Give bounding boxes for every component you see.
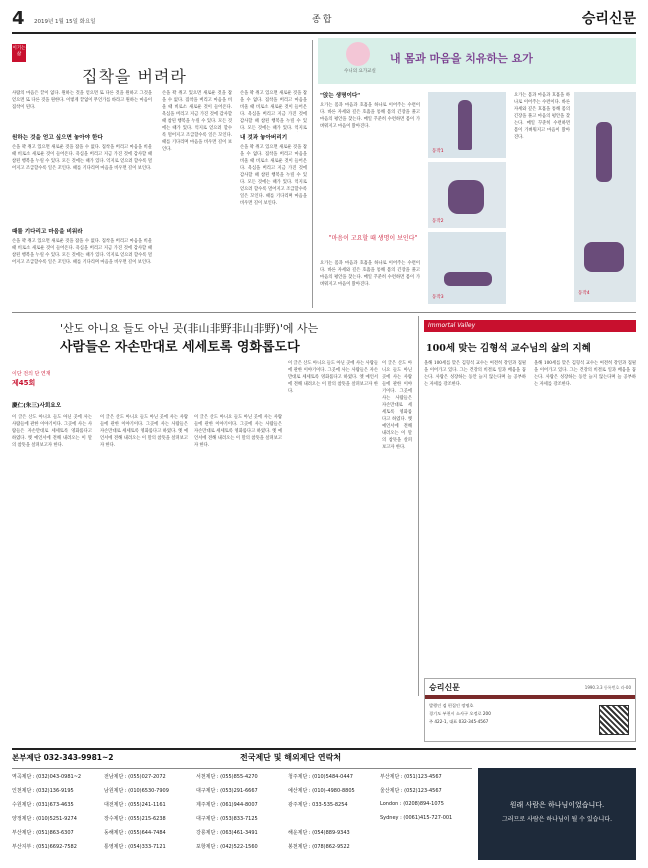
- yoga-caption-3: 동작3: [432, 295, 444, 300]
- info-qr: [599, 705, 629, 735]
- column-body-5: 손을 꽉 쥐고 있으면 새로운 것을 잡을 수 없다. 집착을 버리고 마음을 비울 때 비로소 새로운 것이 들어온다. 욕심을 버리고 지금 가진 것에 감사할 때 참된 행복을 누릴 수 있다. 모든 것에는 때가 있다. 억지로 얻으려 할수록 멀어지고 조급할수록 일은 꼬인다. 때를 기다리며 마음을 비우면 길이 보인다.: [240, 145, 307, 206]
- yoga-photo-1: [428, 92, 506, 158]
- sidebar-title: 100세 맞는 김형석 교수님의 삶의 지혜: [426, 343, 591, 354]
- column-badge: [12, 44, 26, 62]
- yoga-article: [318, 38, 636, 308]
- page-number: 4: [12, 8, 25, 29]
- sidebar-article: [424, 316, 636, 676]
- contact-entry: 울산제단 : (052)123-4567: [380, 788, 442, 794]
- contact-entry: 수원제단 : (031)673-4635: [12, 802, 74, 808]
- feature-body-4: 이 글은 산도 아니요 들도 아닌 곳에 사는 사람들에 관한 이야기이다. 그곳에 사는 사람들은 자손만대로 세세토록 영화롭다고 하였다. 옛 예언서에 전해 내려오는 이 말의 참뜻을 살펴보고자 한다.: [288, 361, 378, 394]
- contact-entry: 강릉제단 : (063)461-3491: [196, 830, 258, 836]
- section-name: 종합: [312, 15, 334, 25]
- feature-headline-2: 사람들은 자손만대로 세세토록 영화롭도다: [60, 340, 300, 355]
- info-box: [424, 678, 636, 742]
- column-body-1: 손을 꽉 쥐고 있으면 새로운 것을 잡을 수 없다. 집착을 버리고 마음을 비울 때 비로소 새로운 것이 들어온다. 욕심을 버리고 지금 가진 것에 감사할 때 참된 행복을 누릴 수 있다. 모든 것에는 때가 있다. 억지로 얻으려 할수록 멀어지고 조급할수록 일은 꼬인다. 때를 기다리며 마음을 비우면 길이 보인다.: [12, 145, 152, 171]
- info-line-3: 주 422-1, 대표 032-345-4567: [429, 719, 489, 724]
- contact-entry: 전남제단 : (055)027-2072: [104, 774, 166, 780]
- yoga-body-1: 요가는 몸과 마음과 호흡을 하나로 이어주는 수련이다. 바른 자세와 깊은 호흡을 통해 몸의 긴장을 풀고 마음의 평안을 찾는다. 매일 꾸준히 수련하면 몸이 가벼워지고 마음이 맑아진다.: [320, 103, 420, 129]
- sidebar-body-2: 올해 100세를 맞은 김형석 교수는 여전히 강연과 집필을 이어가고 있다. 그는 건강의 비결로 일과 배움을 꼽는다. 사람은 성장하는 동안 늙지 않는다며 늘 공부하는 자세를 강조한다.: [534, 361, 636, 387]
- issue-date: 2019년 1월 15일 화요일: [34, 19, 96, 25]
- contact-entry: London : (0208)894-1075: [380, 801, 444, 807]
- column-title: 집착을 버려라: [82, 67, 187, 86]
- motto-line-2: 그러므로 사람은 하나님이 될 수 있습니다.: [502, 816, 612, 823]
- column-badge-label: 이기는 삶: [12, 46, 26, 57]
- feature-series-no: 제45회: [12, 379, 36, 387]
- feature-series: 이단 전의 단 연재: [12, 371, 51, 377]
- info-title: 승리신문: [429, 683, 460, 692]
- yoga-photo-2: [428, 162, 506, 228]
- yoga-figure-4: [596, 122, 612, 182]
- contact-entry: 예산제단 : (010)-4980-8805: [288, 788, 355, 794]
- contact-entry: 부산제단 : (051)863-6307: [12, 830, 74, 836]
- contact-entry: 통영제단 : (054)333-7121: [104, 844, 166, 850]
- info-reg: 1990.3.3 등록번호 라-00: [584, 685, 631, 690]
- feature-divider: [418, 316, 419, 696]
- contact-entry: Sydney : (0061)415-727-001: [380, 815, 453, 821]
- column-body-3: 손을 꽉 쥐고 있으면 새로운 것을 잡을 수 없다. 집착을 버리고 마음을 비울 때 비로소 새로운 것이 들어온다. 욕심을 버리고 지금 가진 것에 감사할 때 참된 행복을 누릴 수 있다. 모든 것에는 때가 있다. 억지로 얻으려 할수록 멀어지고 조급할수록 일은 꼬인다. 때를 기다리며 마음을 비우면 길이 보인다.: [162, 91, 232, 152]
- masthead-rule: [12, 32, 636, 34]
- contact-entry: 양정제단 : (010)5251-9274: [12, 816, 77, 822]
- column-subhead-1: 원하는 것을 얻고 싶으면 놓아야 한다: [12, 135, 103, 141]
- motto-box: [478, 768, 636, 860]
- contact-entry: 청주제단 : (010)5484-0447: [288, 774, 353, 780]
- contact-entry: 서천제단 : (055)855-4270: [196, 774, 258, 780]
- contact-entry: 인천제단 : (032)136-9195: [12, 788, 74, 794]
- yoga-figure-2: [448, 180, 484, 214]
- feature-body-1: 이 글은 산도 아니요 들도 아닌 곳에 사는 사람들에 관한 이야기이다. 그곳에 사는 사람들은 자손만대로 세세토록 영화롭다고 하였다. 옛 예언서에 전해 내려오는 이 말의 참뜻을 살펴보고자 한다.: [12, 415, 92, 448]
- contact-entry: 대구제단 : (053)833-7125: [196, 816, 258, 822]
- contact-entry: 남원제단 : (010)6530-7909: [104, 788, 169, 794]
- column-divider: [312, 40, 313, 308]
- column-subhead-3: 내 것과 놓아버리기: [240, 135, 288, 141]
- feature-body-5: 이 글은 산도 아니요 들도 아닌 곳에 사는 사람들에 관한 이야기이다. 그곳에 사는 사람들은 자손만대로 세세토록 영화롭다고 하였다. 옛 예언서에 전해 내려오는 이 말의 참뜻을 살펴보고자 한다.: [382, 361, 412, 450]
- yoga-figure-1: [458, 100, 472, 150]
- feature-headline-1: '산도 아니요 들도 아닌 곳(非山非野非山非野)'에 사는: [60, 322, 319, 335]
- feature-byline: 慶仁(朱三)사회요오: [12, 403, 62, 409]
- sidebar-body-1: 올해 100세를 맞은 김형석 교수는 여전히 강연과 집필을 이어가고 있다. 그는 건강의 비결로 일과 배움을 꼽는다. 사람은 성장하는 동안 늙지 않는다며 늘 공부하는 자세를 강조한다.: [424, 361, 526, 387]
- column-lead: 사람의 마음은 끝이 없다. 원하는 것을 얻으면 또 다른 것을 원하고 그것을 얻으면 또 다른 것을 원한다. 이렇게 끝없이 무언가를 바라고 원하는 마음이 집착이 된다.: [12, 91, 152, 110]
- feature-body-2: 이 글은 산도 아니요 들도 아닌 곳에 사는 사람들에 관한 이야기이다. 그곳에 사는 사람들은 자손만대로 세세토록 영화롭다고 하였다. 옛 예언서에 전해 내려오는 이 말의 참뜻을 살펴보고자 한다.: [100, 415, 188, 448]
- yoga-kicker: 수니의 요가교실: [344, 69, 376, 74]
- contacts-table: [12, 768, 472, 860]
- contact-entry: 동해제단 : (055)644-7484: [104, 830, 166, 836]
- yoga-logo-circle: [346, 42, 370, 66]
- contact-entry: 제주제단 : (061)944-8007: [196, 802, 258, 808]
- yoga-caption-2: 동작2: [432, 219, 444, 224]
- contacts-title: 전국제단 및 해외제단 연락처: [240, 753, 342, 762]
- mid-rule: [12, 312, 636, 313]
- info-line-1: 발행인 겸 편집인 정명호: [429, 703, 474, 708]
- info-line-2: 경기도 부천시 소사구 오정로 200: [429, 711, 491, 716]
- yoga-title: 내 몸과 마음을 치유하는 요가: [390, 52, 533, 65]
- yoga-body-3: 요가는 몸과 마음과 호흡을 하나로 이어주는 수련이다. 바른 자세와 깊은 호흡을 통해 몸의 긴장을 풀고 마음의 평안을 찾는다. 매일 꾸준히 수련하면 몸이 가벼워지고 마음이 맑아진다.: [514, 93, 570, 140]
- contact-entry: 부산제단 : (051)123-4567: [380, 774, 442, 780]
- yoga-quote: "마음이 고요할 때 생명이 보인다": [328, 235, 418, 242]
- contacts-hq: 본부제단 032-343-9981~2: [12, 753, 114, 762]
- contact-entry: 광주제단 : 033-535-8254: [288, 802, 348, 808]
- yoga-caption-4: 동작4: [578, 291, 590, 296]
- contact-entry: 포항제단 : (042)522-1560: [196, 844, 258, 850]
- motto-line-1: 원래 사람은 하나님이었습니다.: [509, 801, 605, 809]
- yoga-body-2: 요가는 몸과 마음과 호흡을 하나로 이어주는 수련이다. 바른 자세와 깊은 호흡을 통해 몸의 긴장을 풀고 마음의 평안을 찾는다. 매일 꾸준히 수련하면 몸이 가벼워지고 마음이 맑아진다.: [320, 261, 420, 287]
- yoga-photo-4: [574, 92, 636, 302]
- masthead: [12, 8, 636, 34]
- contact-entry: 해운제단 : (054)889-9343: [288, 830, 350, 836]
- feature-body-3: 이 글은 산도 아니요 들도 아닌 곳에 사는 사람들에 관한 이야기이다. 그곳에 사는 사람들은 자손만대로 세세토록 영화롭다고 하였다. 옛 예언서에 전해 내려오는 이 말의 참뜻을 살펴보고자 한다.: [194, 415, 282, 448]
- column-body-2: 손을 꽉 쥐고 있으면 새로운 것을 잡을 수 없다. 집착을 버리고 마음을 비울 때 비로소 새로운 것이 들어온다. 욕심을 버리고 지금 가진 것에 감사할 때 참된 행복을 누릴 수 있다. 모든 것에는 때가 있다. 억지로 얻으려 할수록 멀어지고 조급할수록 일은 꼬인다. 때를 기다리며 마음을 비우면 길이 보인다.: [12, 239, 152, 265]
- contacts-rule: [12, 748, 636, 750]
- contact-entry: 역곡제단 : (032)043-0981~2: [12, 774, 82, 780]
- contact-entry: 장수제단 : (055)215-6238: [104, 816, 166, 822]
- column-body-4: 손을 꽉 쥐고 있으면 새로운 것을 잡을 수 없다. 집착을 버리고 마음을 비울 때 비로소 새로운 것이 들어온다. 욕심을 버리고 지금 가진 것에 감사할 때 참된 행복을 누릴 수 있다. 모든 것에는 때가 있다. 억지로: [240, 91, 307, 131]
- column-article: [12, 38, 307, 308]
- contact-entry: 대전제단 : (055)241-1161: [104, 802, 166, 808]
- paper-name: 승리신문: [581, 11, 636, 27]
- info-bar: [425, 695, 635, 699]
- yoga-caption-1: 동작1: [432, 149, 444, 154]
- feature-article: [12, 316, 412, 696]
- yoga-figure-3: [444, 272, 492, 286]
- contact-entry: 봉천제단 : (078)862-9522: [288, 844, 350, 850]
- contacts-header: [12, 752, 636, 764]
- sidebar-kicker: Immortal Valley: [428, 322, 476, 329]
- contact-entry: 부산지부 : (051)6692-7582: [12, 844, 77, 850]
- yoga-subhead: "앉는 생명이다": [320, 93, 361, 99]
- yoga-figure-5: [584, 242, 624, 272]
- contact-entry: 대구제단 : (053)291-6667: [196, 788, 258, 794]
- column-subhead-2: 때를 기다리고 마음을 비워라: [12, 229, 83, 235]
- yoga-photo-3: [428, 232, 506, 304]
